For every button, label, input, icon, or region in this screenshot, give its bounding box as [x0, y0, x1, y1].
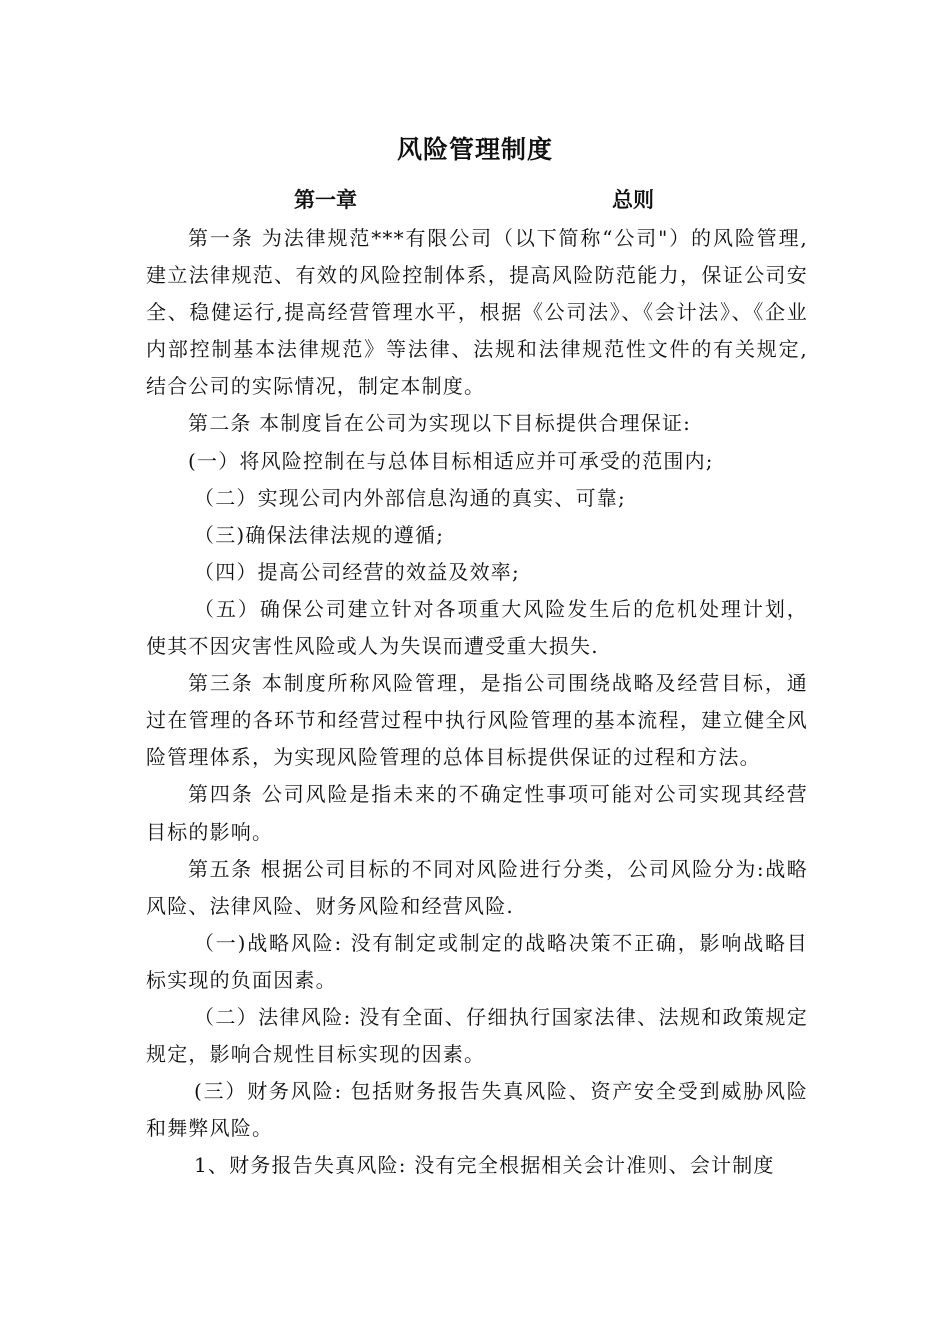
paragraph-financial-risk: (三）财务风险: 包括财务报告失真风险、资产安全受到威胁风险和舞弊风险。	[146, 1079, 808, 1141]
paragraph-item-3: （三)确保法律法规的遵循;	[194, 522, 445, 547]
paragraph-article-4: 第四条 公司风险是指未来的不确定性事项可能对公司实现其经营目标的影响。	[146, 782, 808, 844]
chapter-name: 总则	[612, 188, 654, 212]
document-title: 风险管理制度	[396, 135, 553, 164]
paragraph-item-1: (一）将风险控制在与总体目标相适应并可承受的范围内;	[188, 448, 714, 473]
paragraph-article-5: 第五条 根据公司目标的不同对风险进行分类，公司风险分为:战略风险、法律风险、财务风险和经营风险.	[146, 856, 808, 918]
paragraph-financial-report-risk: 1、财务报告失真风险: 没有完全根据相关会计准则、会计制度	[194, 1153, 775, 1178]
paragraph-item-4: （四）提高公司经营的效益及效率;	[194, 559, 520, 584]
paragraph-article-1: 第一条 为法律规范***有限公司（以下简称“公司"）的风险管理,建立法律规范、有效的风险控制体系，提高风险防范能力，保证公司安全、稳健运行,提高经营管理水平，根据《公司法》、《会计法》、《企业内部控制基本法律规范》等法律、法规和法律规范性文件的有关规定,结合公司的实际情况，制定本制度。	[146, 226, 808, 399]
paragraph-item-2: （二）实现公司内外部信息沟通的真实、可靠;	[194, 485, 626, 510]
paragraph-article-2: 第二条 本制度旨在公司为实现以下目标提供合理保证:	[188, 411, 692, 436]
paragraph-strategy-risk: （一)战略风险: 没有制定或制定的战略决策不正确，影响战略目标实现的负面因素。	[146, 930, 808, 992]
paragraph-legal-risk: （二）法律风险: 没有全面、仔细执行国家法律、法规和政策规定规定，影响合规性目标实现的因素。	[146, 1004, 808, 1067]
paragraph-article-3: 第三条 本制度所称风险管理，是指公司围绕战略及经营目标，通过在管理的各环节和经营过程中执行风险管理的基本流程，建立健全风险管理体系，为实现风险管理的总体目标提供保证的过程和方法。	[146, 671, 808, 770]
paragraph-item-5: （五）确保公司建立针对各项重大风险发生后的危机处理计划，使其不因灾害性风险或人为失误而遭受重大损失.	[146, 596, 808, 659]
chapter-number: 第一章	[294, 188, 357, 212]
document-body	[146, 220, 808, 1184]
